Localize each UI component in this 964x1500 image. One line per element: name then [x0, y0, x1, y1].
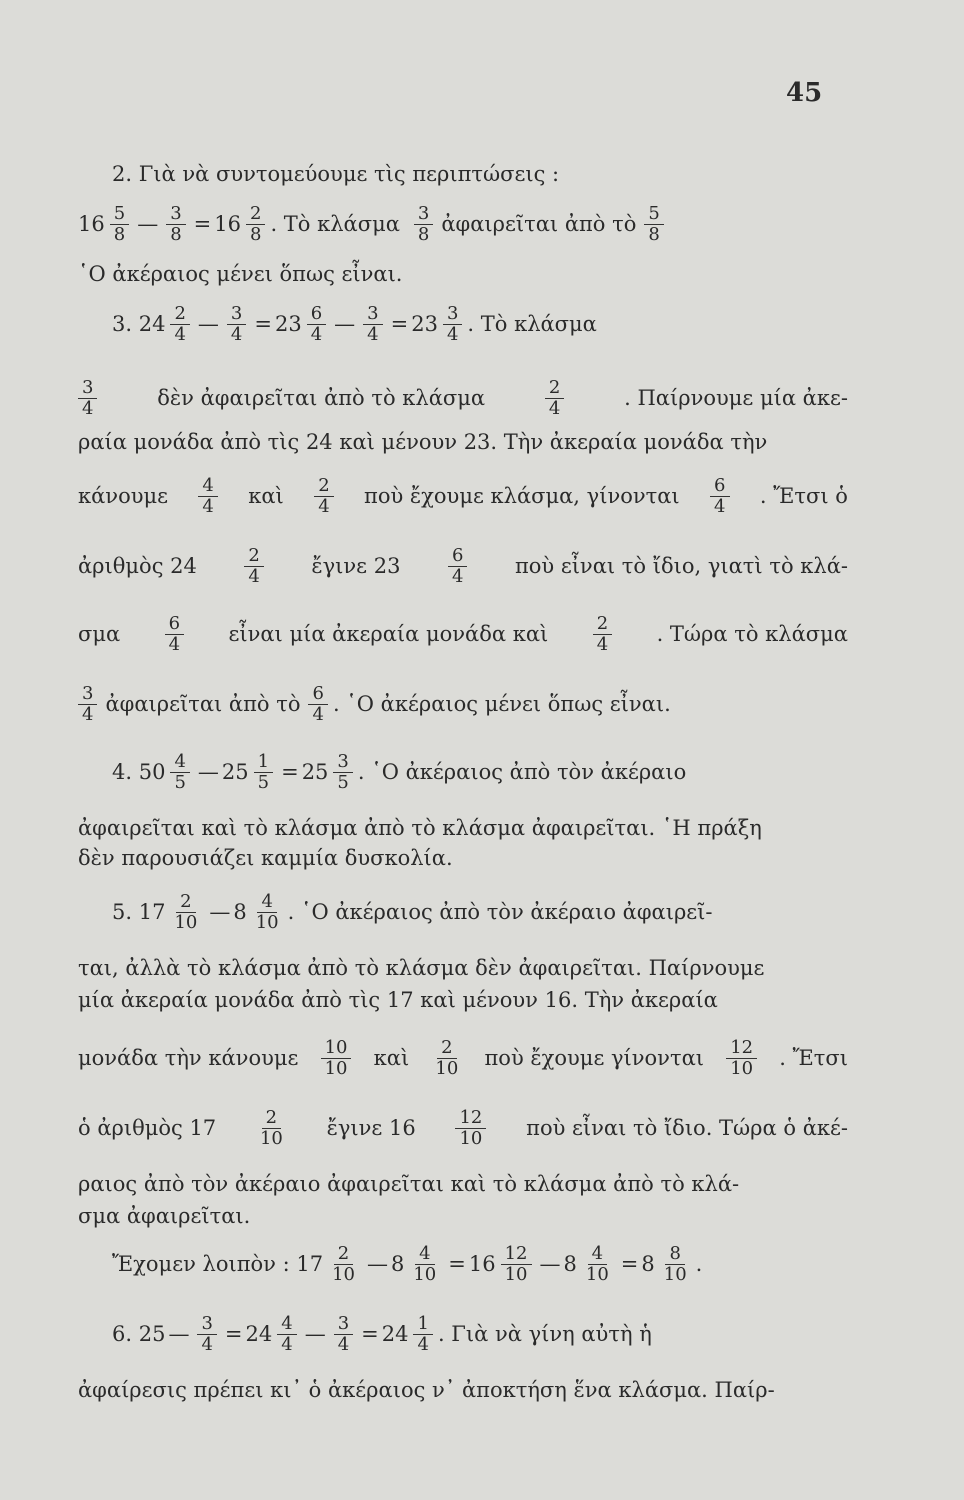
fraction [414, 204, 433, 245]
fraction [307, 304, 326, 345]
fraction [166, 204, 185, 245]
fraction [170, 892, 201, 933]
text: ποὺ ἔχουμε γίνονται [484, 1046, 704, 1070]
numerator: 6 [307, 304, 326, 325]
denominator: 4 [202, 495, 214, 517]
s5-line-3 [78, 972, 848, 1028]
denominator: 10 [255, 911, 279, 933]
text: εἶναι μία ἀκεραία μονάδα καὶ [228, 622, 549, 646]
numerator: 3 [227, 304, 246, 325]
fraction [252, 892, 283, 933]
s2-equation [78, 196, 848, 252]
denominator: 10 [174, 911, 198, 933]
fraction [78, 378, 97, 419]
numerator: 3 [333, 752, 352, 773]
s3-equation [112, 296, 848, 352]
fraction [277, 1314, 296, 1355]
denominator: 10 [585, 1263, 609, 1285]
fraction [246, 204, 265, 245]
number: 8 [563, 1252, 577, 1276]
text: . Ἔτσι ὁ [759, 484, 848, 508]
text: μία ἀκεραία μονάδα ἀπὸ τὶς 17 καὶ μένουν 16. Τὴν ἀκεραία [78, 988, 718, 1012]
numerator: 2 [262, 1108, 281, 1129]
text: . Παίρνουμε μία ἀκε- [624, 386, 848, 410]
fraction [165, 614, 184, 655]
numerator: 4 [588, 1244, 607, 1265]
text: μονάδα τὴν κάνουμε [78, 1046, 299, 1070]
text: ἀφαιρεῖται ἀπὸ τὸ [105, 692, 301, 716]
fraction [363, 304, 382, 345]
fraction [170, 304, 189, 345]
text: ποὺ ἔχουμε κλάσμα, γίνονται [364, 484, 680, 508]
numerator: 1 [254, 752, 273, 773]
denominator: 10 [504, 1263, 528, 1285]
text: καὶ [373, 1046, 410, 1070]
denominator: 10 [663, 1263, 687, 1285]
number: 24 [245, 1322, 273, 1346]
denominator: 8 [417, 223, 430, 245]
numerator: 4 [277, 1314, 296, 1335]
number: 23 [411, 312, 438, 336]
numerator: 3 [414, 204, 433, 225]
fraction [227, 304, 246, 345]
fraction [254, 752, 273, 793]
text: σμα ἀφαιρεῖται. [78, 1204, 251, 1228]
fraction [197, 1314, 216, 1355]
fraction [256, 1108, 287, 1149]
fraction [314, 476, 333, 517]
numerator: 12 [726, 1038, 757, 1059]
fraction [334, 1314, 353, 1355]
denominator: 4 [230, 323, 243, 345]
denominator: 4 [367, 323, 379, 345]
fraction [110, 204, 129, 245]
fraction [582, 1244, 613, 1285]
fraction [710, 476, 729, 517]
denominator: 4 [82, 703, 94, 725]
number: 16 [468, 1252, 496, 1276]
text: 2. Γιὰ νὰ συντομεύουμε τὶς περιπτώσεις : [112, 162, 560, 186]
fraction [545, 378, 564, 419]
fraction [413, 1314, 432, 1355]
number: 24 [381, 1322, 409, 1346]
page-number: 45 [786, 78, 823, 108]
fraction [593, 614, 612, 655]
fraction [244, 546, 263, 587]
numerator: 3 [78, 684, 97, 705]
denominator: 4 [417, 1333, 429, 1355]
denominator: 10 [332, 1263, 355, 1285]
text: καὶ [248, 484, 284, 508]
fraction [333, 752, 352, 793]
numerator: 3 [334, 1314, 353, 1335]
text: ῾Ο ἀκέραιος μένει ὅπως εἶναι. [78, 262, 403, 286]
text: . Γιὰ νὰ γίνη αὐτὴ ἡ [437, 1322, 652, 1346]
fraction [328, 1244, 359, 1285]
numerator: 4 [170, 752, 189, 773]
fraction [455, 1108, 486, 1149]
s3-line-5 [78, 538, 848, 594]
fraction [308, 684, 327, 725]
s2-line-3 [78, 246, 848, 302]
number: 4. 50 [112, 760, 166, 784]
number: 8 [233, 900, 247, 924]
denominator: 4 [451, 565, 464, 587]
numerator: 6 [448, 546, 467, 567]
text: . Ἔτσι [779, 1046, 848, 1070]
text: Ἔχομεν λοιπὸν : 17 [112, 1252, 324, 1276]
s4-line-3 [78, 830, 848, 886]
minus-sign: — [539, 1252, 561, 1276]
numerator: 2 [314, 476, 333, 497]
numerator: 4 [198, 476, 217, 497]
text: ποὺ εἶναι τὸ ἴδιο, γιατὶ τὸ κλά- [514, 554, 848, 578]
minus-sign: — [137, 212, 159, 236]
numerator: 2 [437, 1038, 456, 1059]
numerator: 2 [593, 614, 612, 635]
denominator: 10 [259, 1127, 283, 1149]
text: ἔγινε 23 [311, 554, 401, 578]
fraction [321, 1038, 352, 1079]
denominator: 4 [168, 633, 181, 655]
text: . ῾Ο ἀκέραιος μένει ὅπως εἶναι. [332, 692, 671, 716]
denominator: 4 [82, 397, 94, 419]
minus-sign: — [334, 312, 356, 336]
denominator: 4 [446, 323, 459, 345]
denominator: 10 [324, 1057, 348, 1079]
numerator: 3 [443, 304, 462, 325]
number: 25 [301, 760, 329, 784]
text: . Τώρα τὸ κλάσμα [656, 622, 848, 646]
s5-equation [112, 884, 848, 940]
fraction [431, 1038, 462, 1079]
numerator: 8 [665, 1244, 684, 1265]
numerator: 4 [257, 892, 276, 913]
numerator: 12 [455, 1108, 486, 1129]
fraction [726, 1038, 757, 1079]
denominator: 10 [413, 1263, 437, 1285]
numerator: 2 [244, 546, 263, 567]
fraction [170, 752, 189, 793]
fraction [198, 476, 217, 517]
text: ται, ἀλλὰ τὸ κλάσμα ἀπὸ τὸ κλάσμα δὲν ἀφαιρεῖται. Παίρνουμε [78, 956, 765, 980]
text: σμα [78, 622, 121, 646]
text: . ῾Ο ἀκέραιος ἀπὸ τὸν ἀκέραιο ἀφαιρεῖ- [287, 900, 713, 924]
numerator: 2 [170, 304, 189, 325]
numerator: 2 [545, 378, 564, 399]
text: δὲν παρουσιάζει καμμία δυσκολία. [78, 846, 453, 870]
denominator: 4 [318, 495, 330, 517]
fraction [448, 546, 467, 587]
numerator: 2 [176, 892, 195, 913]
s3-line-3 [78, 414, 848, 470]
minus-sign: — [197, 312, 219, 336]
denominator: 5 [257, 771, 270, 793]
denominator: 4 [337, 1333, 350, 1355]
text: ραιος ἀπὸ τὸν ἀκέραιο ἀφαιρεῖται καὶ τὸ κλάσμα ἀπὸ τὸ κλά- [78, 1172, 740, 1196]
s3-line-7 [78, 676, 848, 732]
numerator: 2 [246, 204, 265, 225]
s6-line-2 [78, 1362, 848, 1418]
fraction [501, 1244, 532, 1285]
number: 25 [221, 760, 249, 784]
text: . [695, 1252, 703, 1276]
numerator: 6 [165, 614, 184, 635]
denominator: 4 [248, 565, 260, 587]
numerator: 2 [334, 1244, 353, 1265]
equals-sign: = [390, 312, 409, 336]
numerator: 4 [415, 1244, 434, 1265]
minus-sign: — [304, 1322, 326, 1346]
denominator: 4 [201, 1333, 213, 1355]
numerator: 5 [644, 204, 663, 225]
s6-equation [112, 1306, 848, 1362]
denominator: 8 [249, 223, 262, 245]
denominator: 5 [337, 771, 349, 793]
fraction [409, 1244, 440, 1285]
number: 16 [214, 212, 241, 236]
text: ἔγινε 16 [326, 1116, 416, 1140]
equals-sign: = [224, 1322, 243, 1346]
equals-sign: = [254, 312, 272, 336]
text: ποὺ εἶναι τὸ ἴδιο. Τώρα ὁ ἀκέ- [526, 1116, 848, 1140]
fraction [644, 204, 663, 245]
minus-sign: — [197, 760, 219, 784]
number: 8 [641, 1252, 655, 1276]
fraction [660, 1244, 691, 1285]
denominator: 4 [174, 323, 186, 345]
text: δὲν ἀφαιρεῖται ἀπὸ τὸ κλάσμα [157, 386, 486, 410]
minus-sign: — [168, 1322, 190, 1346]
number: 6. 25 [112, 1322, 166, 1346]
numerator: 3 [166, 204, 185, 225]
numerator: 12 [501, 1244, 532, 1265]
text: ἀριθμὸς 24 [78, 554, 197, 578]
numerator: 3 [197, 1314, 216, 1335]
denominator: 8 [648, 223, 660, 245]
minus-sign: — [209, 900, 231, 924]
denominator: 4 [310, 323, 323, 345]
denominator: 5 [174, 771, 186, 793]
equals-sign: = [281, 760, 299, 784]
denominator: 10 [730, 1057, 754, 1079]
numerator: 3 [78, 378, 97, 399]
text: ὁ ἀριθμὸς 17 [78, 1116, 217, 1140]
numerator: 1 [413, 1314, 432, 1335]
text: . Τὸ κλάσμα [270, 212, 400, 236]
denominator: 4 [596, 633, 609, 655]
denominator: 4 [714, 495, 726, 517]
denominator: 10 [459, 1127, 483, 1149]
equals-sign: = [361, 1322, 379, 1346]
s2-line-1 [112, 146, 882, 202]
s5-line-4 [78, 1030, 848, 1086]
text: . ῾Ο ἀκέραιος ἀπὸ τὸν ἀκέραιο [357, 760, 687, 784]
s5-line-8 [112, 1236, 848, 1292]
minus-sign: — [366, 1252, 388, 1276]
numerator: 6 [710, 476, 729, 497]
equals-sign: = [620, 1252, 639, 1276]
denominator: 10 [435, 1057, 459, 1079]
denominator: 4 [312, 703, 324, 725]
text: ἀφαιρεῖται ἀπὸ τὸ [441, 212, 637, 236]
fraction [78, 684, 97, 725]
equals-sign: = [448, 1252, 466, 1276]
numerator: 3 [363, 304, 382, 325]
number: 5. 17 [112, 900, 166, 924]
s3-line-6 [78, 606, 848, 662]
text: ἀφαίρεσις πρέπει κι᾽ ὁ ἀκέραιος ν᾽ ἀποκτήση ἕνα κλάσμα. Παίρ- [78, 1378, 775, 1402]
number: 8 [390, 1252, 405, 1276]
numerator: 6 [308, 684, 327, 705]
equals-sign: = [193, 212, 212, 236]
text: κάνουμε [78, 484, 169, 508]
numerator: 10 [321, 1038, 352, 1059]
denominator: 8 [170, 223, 182, 245]
denominator: 4 [281, 1333, 293, 1355]
number: 23 [274, 312, 302, 336]
number: 16 [78, 212, 105, 236]
fraction [443, 304, 462, 345]
s3-line-4 [78, 468, 848, 524]
text: . Τὸ κλάσμα [467, 312, 597, 336]
denominator: 4 [548, 397, 561, 419]
text: ραία μονάδα ἀπὸ τὶς 24 καὶ μένουν 23. Τὴν ἀκεραία μονάδα τὴν [78, 430, 768, 454]
numerator: 5 [110, 204, 129, 225]
text: ἀφαιρεῖται καὶ τὸ κλάσμα ἀπὸ τὸ κλάσμα ἀφαιρεῖται. ῾Η πράξη [78, 816, 762, 840]
denominator: 8 [113, 223, 126, 245]
s5-line-5 [78, 1100, 848, 1156]
s4-equation [112, 744, 848, 800]
number: 3. 24 [112, 312, 166, 336]
